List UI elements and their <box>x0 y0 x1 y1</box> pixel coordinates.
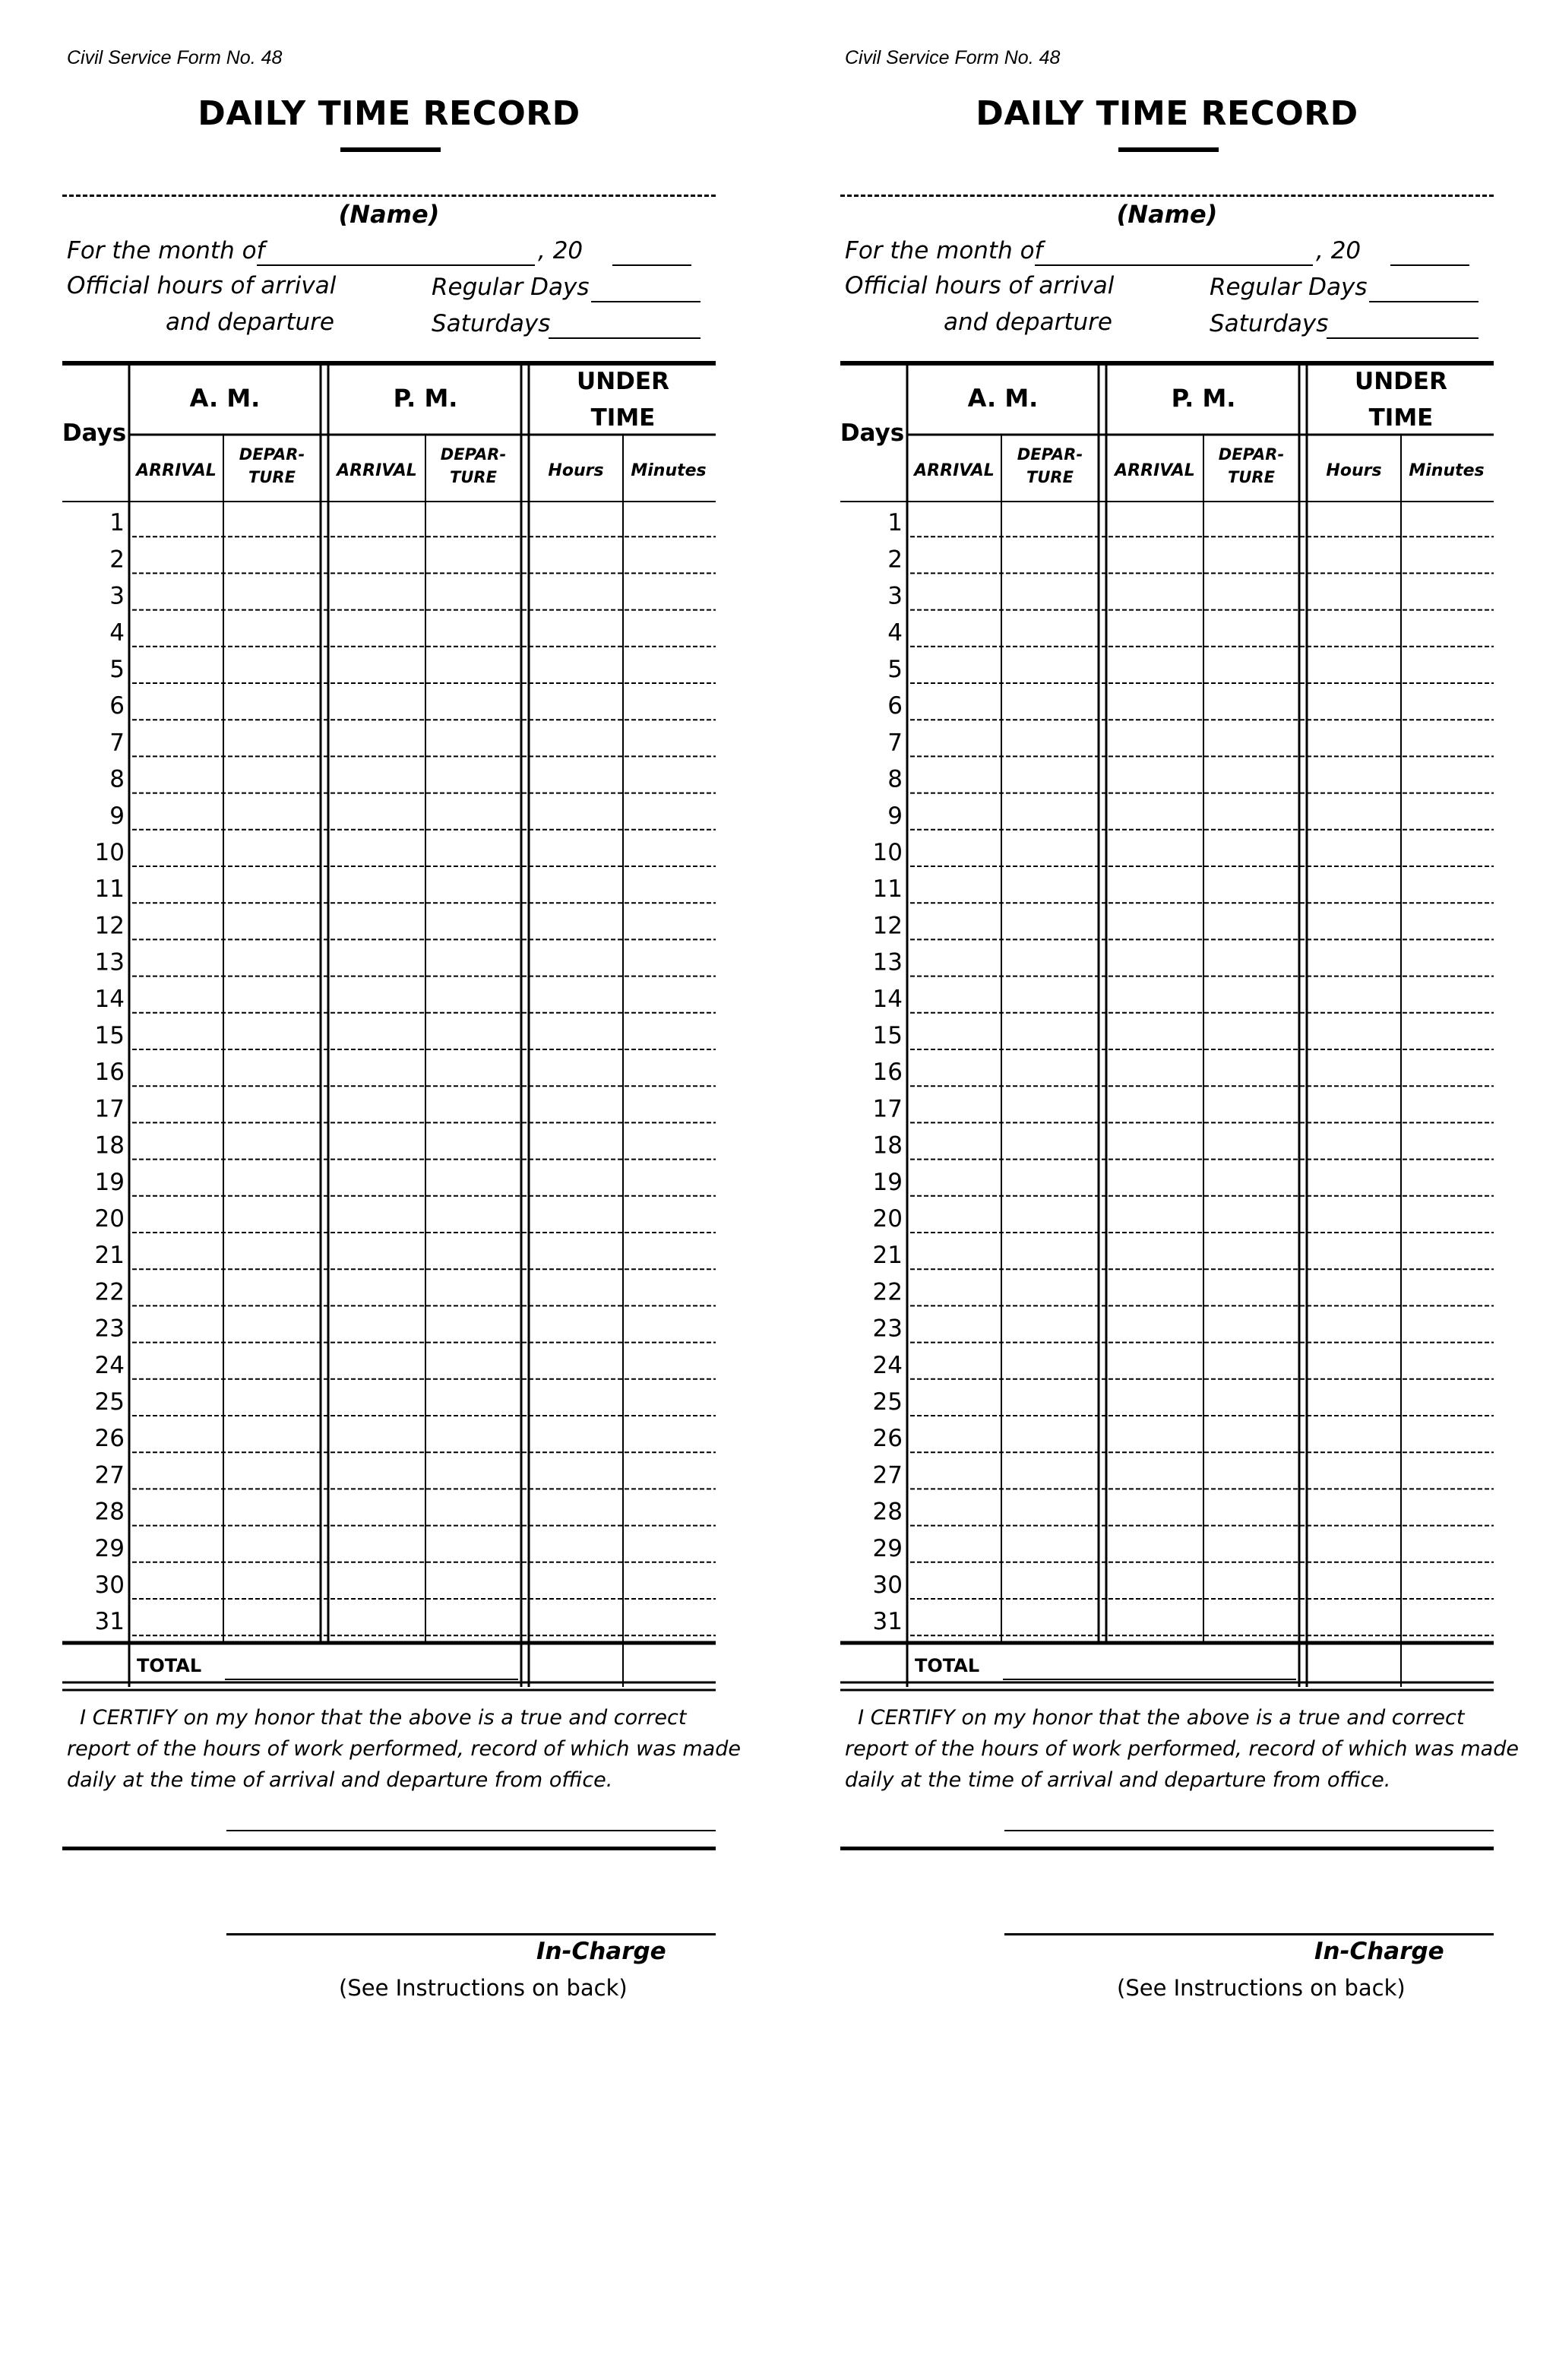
day-number: 30 <box>872 1571 903 1599</box>
title-underline <box>1118 147 1219 152</box>
hours-header: Hours <box>548 461 604 480</box>
day-number: 25 <box>872 1388 903 1416</box>
day-number: 26 <box>872 1425 903 1453</box>
day-number: 5 <box>109 656 125 683</box>
certification-line-3: daily at the time of arrival and departure from office. <box>845 1768 1391 1792</box>
day-number: 29 <box>94 1534 125 1562</box>
name-label: (Name) <box>1116 200 1218 229</box>
day-number: 20 <box>94 1205 125 1233</box>
year-label: , 20 <box>538 237 584 264</box>
day-number: 4 <box>887 619 903 647</box>
day-number: 18 <box>872 1131 903 1160</box>
day-number: 7 <box>109 729 125 757</box>
day-number: 12 <box>872 912 903 940</box>
day-number: 21 <box>872 1242 903 1270</box>
am-departure-header-line-1: DEPAR- <box>1017 445 1083 464</box>
day-number: 31 <box>94 1608 125 1636</box>
undertime-header-line-2: TIME <box>1368 404 1434 432</box>
hours-header: Hours <box>1326 461 1382 480</box>
day-number: 5 <box>887 656 903 683</box>
day-number: 27 <box>94 1461 125 1489</box>
total-label: TOTAL <box>915 1655 980 1676</box>
regular-days-field[interactable] <box>591 301 701 302</box>
day-number: 27 <box>872 1461 903 1489</box>
day-number: 23 <box>872 1315 903 1343</box>
day-number: 9 <box>109 802 125 830</box>
day-number: 20 <box>872 1205 903 1233</box>
month-field[interactable] <box>257 264 535 266</box>
day-number: 11 <box>94 875 125 904</box>
name-field[interactable] <box>62 195 716 197</box>
certification-text <box>67 1702 741 1796</box>
day-number: 14 <box>94 985 125 1013</box>
day-number: 28 <box>94 1498 125 1526</box>
am-arrival-header: ARRIVAL <box>136 461 217 480</box>
month-label: For the month of <box>67 237 265 264</box>
day-number: 7 <box>887 729 903 757</box>
day-number: 11 <box>872 875 903 904</box>
in-charge-signature-field[interactable] <box>1004 1933 1494 1935</box>
day-number: 28 <box>872 1498 903 1526</box>
time-record-table <box>62 357 716 1695</box>
am-departure-header-line-2: TURE <box>248 468 296 486</box>
day-number: 4 <box>109 619 125 647</box>
am-arrival-header: ARRIVAL <box>914 461 995 480</box>
departure-label: and departure <box>944 309 1112 336</box>
certification-line-3: daily at the time of arrival and departure from office. <box>67 1768 613 1792</box>
day-number: 2 <box>109 546 125 574</box>
saturdays-label: Saturdays <box>432 310 551 337</box>
time-record-table <box>840 357 1494 1695</box>
day-number: 2 <box>887 546 903 574</box>
separator-line <box>62 1847 716 1850</box>
day-number: 18 <box>94 1131 125 1160</box>
day-number: 1 <box>887 509 903 537</box>
form-number: Civil Service Form No. 48 <box>845 47 1061 68</box>
am-departure-header-line-1: DEPAR- <box>239 445 305 464</box>
regular-days-field[interactable] <box>1369 301 1479 302</box>
in-charge-label: In-Charge <box>1314 1938 1444 1965</box>
days-header: Days <box>840 419 905 447</box>
am-departure-header-line-2: TURE <box>1026 468 1074 486</box>
day-number: 17 <box>94 1095 125 1123</box>
separator-line <box>840 1847 1494 1850</box>
day-number: 29 <box>872 1534 903 1562</box>
month-field[interactable] <box>1035 264 1313 266</box>
form-title: DAILY TIME RECORD <box>198 94 580 133</box>
official-hours-label: Official hours of arrival <box>845 272 1115 299</box>
certification-line-1: I CERTIFY on my honor that the above is a true and correct <box>80 1706 687 1730</box>
day-number: 16 <box>872 1059 903 1087</box>
saturdays-field[interactable] <box>1327 337 1479 339</box>
pm-header: P. M. <box>1171 384 1236 413</box>
pm-header: P. M. <box>393 384 458 413</box>
dtr-form-right <box>840 0 1519 2052</box>
day-number: 1 <box>109 509 125 537</box>
am-header: A. M. <box>189 384 261 413</box>
name-field[interactable] <box>840 195 1494 197</box>
day-number: 23 <box>94 1315 125 1343</box>
day-number: 19 <box>872 1168 903 1196</box>
day-number: 31 <box>872 1608 903 1636</box>
certification-text <box>845 1702 1519 1796</box>
regular-days-label: Regular Days <box>432 274 590 301</box>
instructions-note: (See Instructions on back) <box>339 1975 628 2001</box>
day-number: 16 <box>94 1059 125 1087</box>
departure-label: and departure <box>166 309 334 336</box>
year-field[interactable] <box>612 264 691 266</box>
day-number: 19 <box>94 1168 125 1196</box>
day-number: 14 <box>872 985 903 1013</box>
day-number: 3 <box>887 582 903 610</box>
day-number: 6 <box>109 692 125 720</box>
employee-signature-field[interactable] <box>1004 1830 1494 1831</box>
undertime-header-line-2: TIME <box>590 404 656 432</box>
minutes-header: Minutes <box>631 461 707 480</box>
undertime-header-line-1: UNDER <box>577 368 669 395</box>
day-number: 8 <box>887 765 903 793</box>
undertime-header-line-1: UNDER <box>1355 368 1447 395</box>
day-number: 24 <box>872 1351 903 1379</box>
instructions-note: (See Instructions on back) <box>1117 1975 1406 2001</box>
day-number: 26 <box>94 1425 125 1453</box>
year-field[interactable] <box>1390 264 1469 266</box>
name-label: (Name) <box>338 200 440 229</box>
day-number: 22 <box>94 1278 125 1306</box>
day-number: 12 <box>94 912 125 940</box>
pm-arrival-header: ARRIVAL <box>337 461 417 480</box>
saturdays-field[interactable] <box>549 337 701 339</box>
day-number: 25 <box>94 1388 125 1416</box>
pm-departure-header-line-1: DEPAR- <box>440 445 507 464</box>
in-charge-signature-field[interactable] <box>226 1933 716 1935</box>
day-number: 24 <box>94 1351 125 1379</box>
form-title: DAILY TIME RECORD <box>976 94 1358 133</box>
day-number: 8 <box>109 765 125 793</box>
employee-signature-field[interactable] <box>226 1830 716 1831</box>
day-number: 15 <box>872 1022 903 1049</box>
year-label: , 20 <box>1316 237 1362 264</box>
total-label: TOTAL <box>137 1655 202 1676</box>
in-charge-label: In-Charge <box>536 1938 666 1965</box>
certification-line-2: report of the hours of work performed, record of which was made <box>845 1737 1519 1761</box>
pm-departure-header-line-2: TURE <box>1228 468 1275 486</box>
day-number: 6 <box>887 692 903 720</box>
regular-days-label: Regular Days <box>1210 274 1368 301</box>
day-number: 22 <box>872 1278 903 1306</box>
day-number: 15 <box>94 1022 125 1049</box>
title-underline <box>340 147 441 152</box>
day-number: 3 <box>109 582 125 610</box>
pm-departure-header-line-2: TURE <box>450 468 497 486</box>
day-number: 13 <box>872 948 903 976</box>
day-number: 30 <box>94 1571 125 1599</box>
day-number: 10 <box>872 839 903 866</box>
certification-line-1: I CERTIFY on my honor that the above is a true and correct <box>858 1706 1465 1730</box>
month-label: For the month of <box>845 237 1043 264</box>
days-header: Days <box>62 419 127 447</box>
pm-departure-header-line-1: DEPAR- <box>1218 445 1285 464</box>
day-number: 17 <box>872 1095 903 1123</box>
official-hours-label: Official hours of arrival <box>67 272 337 299</box>
pm-arrival-header: ARRIVAL <box>1115 461 1195 480</box>
day-number: 13 <box>94 948 125 976</box>
day-number: 9 <box>887 802 903 830</box>
dtr-form-left <box>62 0 741 2052</box>
am-header: A. M. <box>967 384 1039 413</box>
day-number: 21 <box>94 1242 125 1270</box>
form-number: Civil Service Form No. 48 <box>67 47 283 68</box>
day-number: 10 <box>94 839 125 866</box>
saturdays-label: Saturdays <box>1210 310 1329 337</box>
minutes-header: Minutes <box>1409 461 1485 480</box>
certification-line-2: report of the hours of work performed, record of which was made <box>67 1737 741 1761</box>
